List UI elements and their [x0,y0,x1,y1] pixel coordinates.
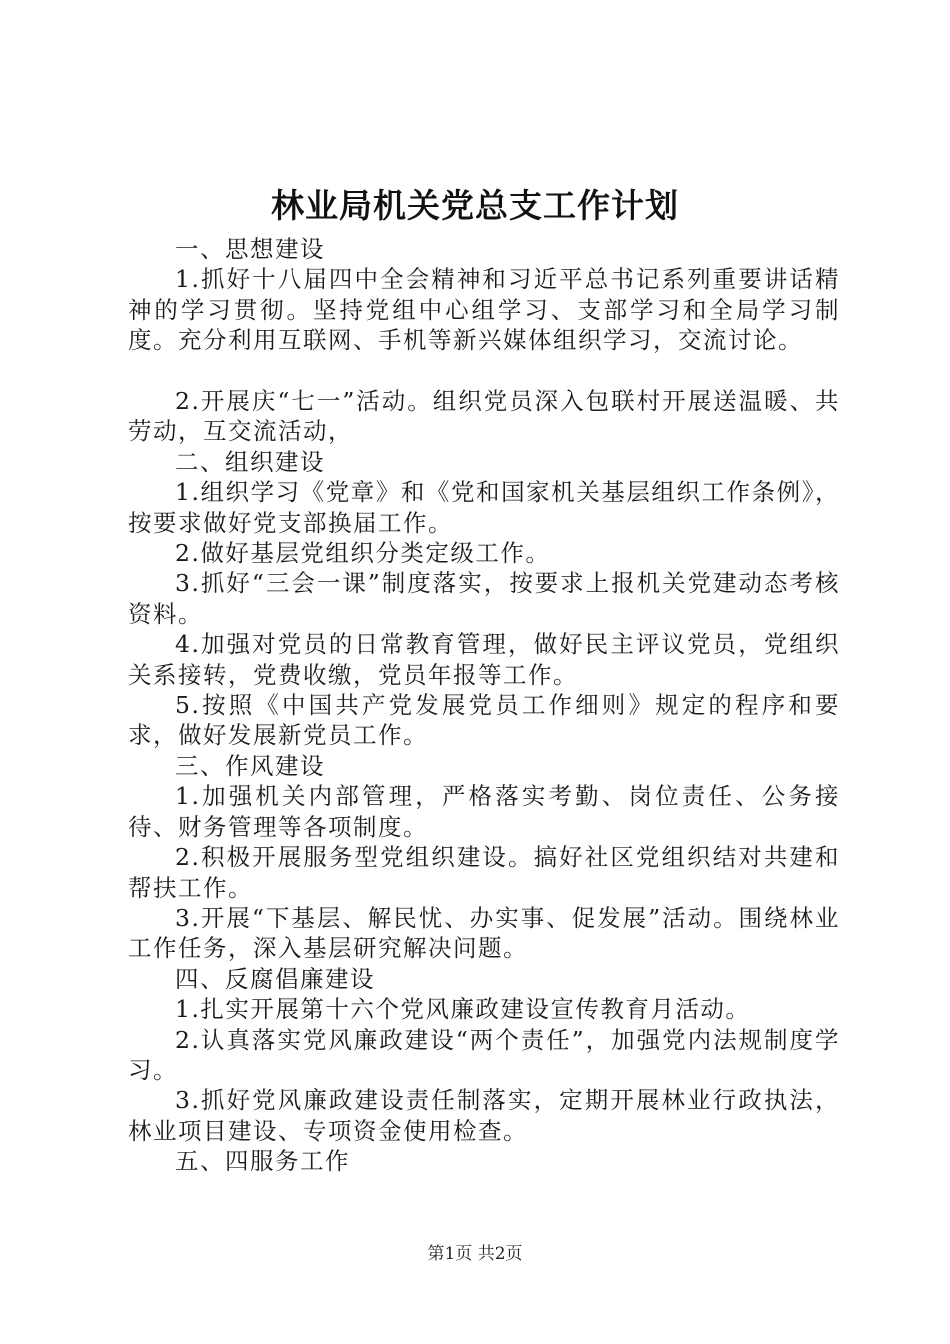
document-body [128,234,840,1177]
paragraph: 3.抓好“三会一课”制度落实，按要求上报机关党建动态考核资料。 [128,569,840,628]
paragraph: 3.开展“下基层、解民忧、办实事、促发展”活动。围绕林业工作任务，深入基层研究解决问题。 [128,903,840,963]
section-heading: 五、四服务工作 [175,1147,350,1176]
paragraph: 2.认真落实党风廉政建设“两个责任”，加强党内法规制度学习。 [128,1025,840,1084]
section-heading: 一、思想建设 [175,235,325,263]
section-heading: 三、作风建设 [175,751,325,780]
paragraph: 3.抓好党风廉政建设责任制落实，定期开展林业行政执法，林业项目建设、专项资金使用检查。 [128,1086,840,1145]
paragraph: 1.抓好十八届四中全会精神和习近平总书记系列重要讲话精神的学习贯彻。坚持党组中心组学习、支部学习和全局学习制度。充分利用互联网、手机等新兴媒体组织学习，交流讨论。 [128,265,840,355]
paragraph: 5.按照《中国共产党发展党员工作细则》规定的程序和要求，做好发展新党员工作。 [128,691,840,750]
section-heading: 四、反腐倡廉建设 [175,964,375,993]
section-heading: 二、组织建设 [175,447,325,476]
paragraph: 2.开展庆“七一”活动。组织党员深入包联村开展送温暖、共劳动，互交流活动， [128,387,840,446]
document-title: 林业局机关党总支工作计划 [271,186,679,225]
page-number-footer: 第1页 共2页 [427,1244,523,1264]
paragraph: 1.加强机关内部管理，严格落实考勤、岗位责任、公务接待、财务管理等各项制度。 [128,782,840,841]
paragraph: 2.做好基层党组织分类定级工作。 [175,539,551,568]
paragraph: 2.积极开展服务型党组织建设。搞好社区党组织结对共建和帮扶工作。 [128,843,840,902]
paragraph: 1.组织学习《党章》和《党和国家机关基层组织工作条例》，按要求做好党支部换届工作。 [128,478,840,537]
paragraph: 1.扎实开展第十六个党风廉政建设宣传教育月活动。 [175,995,751,1024]
paragraph: 4.加强对党员的日常教育管理，做好民主评议党员，党组织关系接转，党费收缴，党员年报等工作。 [128,630,840,689]
